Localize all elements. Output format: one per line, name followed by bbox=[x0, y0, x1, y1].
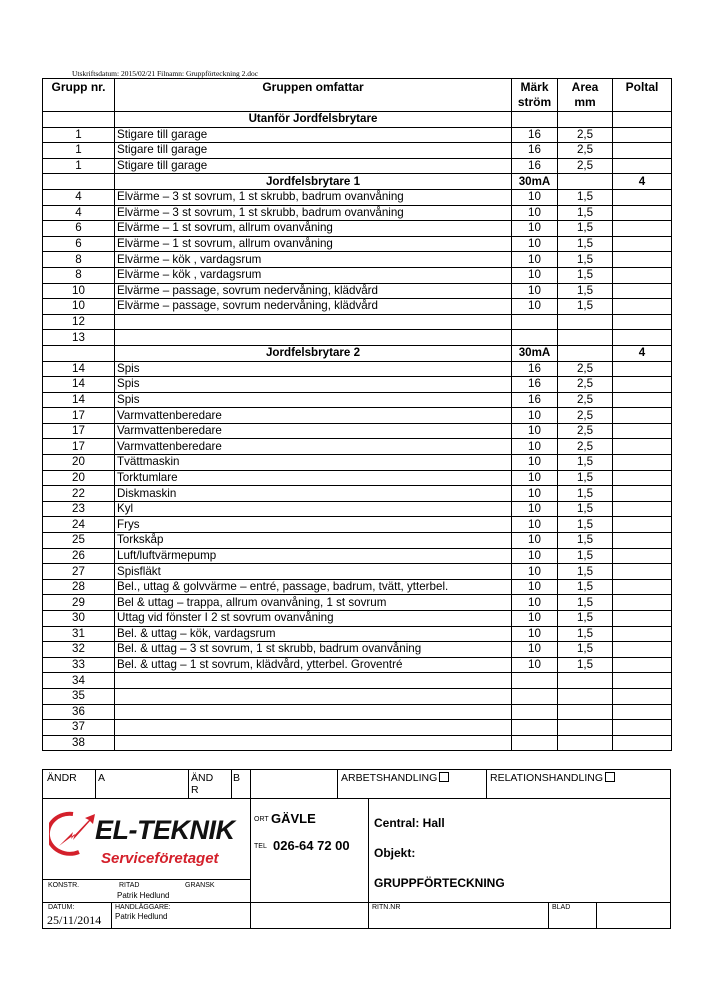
table-row bbox=[43, 283, 672, 299]
group-description: Kyl bbox=[115, 501, 512, 517]
datum-value: 25/11/2014 bbox=[47, 913, 102, 927]
central-label: Central: Hall bbox=[374, 816, 445, 830]
group-area bbox=[558, 688, 613, 704]
group-area: 1,5 bbox=[558, 252, 613, 268]
group-nr: 6 bbox=[43, 221, 115, 237]
group-description: Uttag vid fönster I 2 st sovrum ovanvåning bbox=[115, 611, 512, 627]
group-mark: 10 bbox=[512, 657, 558, 673]
group-area: 1,5 bbox=[558, 611, 613, 627]
group-nr: 6 bbox=[43, 236, 115, 252]
group-poltal bbox=[613, 579, 672, 595]
group-description: Stigare till garage bbox=[115, 158, 512, 174]
section-row bbox=[43, 174, 672, 190]
group-mark: 16 bbox=[512, 158, 558, 174]
header-area: Area mm bbox=[558, 79, 613, 112]
document-title: GRUPPFÖRTECKNING bbox=[374, 876, 505, 890]
section-poltal bbox=[613, 112, 672, 128]
group-area bbox=[558, 314, 613, 330]
group-nr: 36 bbox=[43, 704, 115, 720]
section-mark: 30mA bbox=[512, 174, 558, 190]
table-row bbox=[43, 470, 672, 486]
group-mark: 10 bbox=[512, 236, 558, 252]
group-poltal bbox=[613, 189, 672, 205]
group-poltal bbox=[613, 158, 672, 174]
group-mark: 10 bbox=[512, 221, 558, 237]
group-description bbox=[115, 673, 512, 689]
group-poltal bbox=[613, 657, 672, 673]
table-row bbox=[43, 626, 672, 642]
ort-label: ORT bbox=[254, 816, 269, 823]
group-poltal bbox=[613, 236, 672, 252]
group-description: Elvärme – passage, sovrum nedervåning, klädvård bbox=[115, 283, 512, 299]
group-description: Elvärme – 1 st sovrum, allrum ovanvåning bbox=[115, 236, 512, 252]
section-mark bbox=[512, 112, 558, 128]
andr-value-2: B bbox=[233, 772, 241, 784]
group-area: 1,5 bbox=[558, 299, 613, 315]
table-row bbox=[43, 423, 672, 439]
table-row bbox=[43, 533, 672, 549]
group-mark: 10 bbox=[512, 533, 558, 549]
group-mark: 10 bbox=[512, 299, 558, 315]
group-mark bbox=[512, 735, 558, 751]
group-nr: 14 bbox=[43, 377, 115, 393]
group-nr: 1 bbox=[43, 127, 115, 143]
group-description: Bel. & uttag – 1 st sovrum, klädvård, ytterbel. Groventré bbox=[115, 657, 512, 673]
group-mark: 16 bbox=[512, 127, 558, 143]
group-poltal bbox=[613, 548, 672, 564]
group-area: 1,5 bbox=[558, 533, 613, 549]
group-nr: 26 bbox=[43, 548, 115, 564]
table-row bbox=[43, 548, 672, 564]
title-block bbox=[42, 769, 671, 929]
group-description: Stigare till garage bbox=[115, 127, 512, 143]
ort-value: GÄVLE bbox=[271, 811, 316, 826]
handlaggare-label: HANDLÄGGARE: bbox=[115, 904, 171, 911]
table-row bbox=[43, 392, 672, 408]
group-description: Torkskåp bbox=[115, 533, 512, 549]
logo-main-text: EL-TEKNIK bbox=[95, 815, 235, 845]
group-description: Elvärme – 3 st sovrum, 1 st skrubb, badrum ovanvåning bbox=[115, 189, 512, 205]
group-description: Spis bbox=[115, 361, 512, 377]
table-row bbox=[43, 361, 672, 377]
section-area-cell bbox=[558, 112, 613, 128]
group-nr: 33 bbox=[43, 657, 115, 673]
table-row bbox=[43, 143, 672, 159]
group-nr: 17 bbox=[43, 439, 115, 455]
group-description: Elvärme – passage, sovrum nedervåning, klädvård bbox=[115, 299, 512, 315]
group-poltal bbox=[613, 688, 672, 704]
group-nr: 28 bbox=[43, 579, 115, 595]
blad-label: BLAD bbox=[552, 904, 571, 911]
arbetshandling-option[interactable] bbox=[341, 772, 449, 784]
section-label: Jordfelsbrytare 1 bbox=[115, 174, 512, 190]
group-mark: 10 bbox=[512, 626, 558, 642]
group-poltal bbox=[613, 470, 672, 486]
group-description: Elvärme – 3 st sovrum, 1 st skrubb, badrum ovanvåning bbox=[115, 205, 512, 221]
group-poltal bbox=[613, 439, 672, 455]
header-omfattar: Gruppen omfattar bbox=[115, 79, 512, 112]
group-area: 1,5 bbox=[558, 189, 613, 205]
group-poltal bbox=[613, 735, 672, 751]
group-poltal bbox=[613, 127, 672, 143]
group-poltal bbox=[613, 252, 672, 268]
header-grupp: Grupp nr. bbox=[43, 79, 115, 112]
group-nr: 14 bbox=[43, 392, 115, 408]
group-nr: 27 bbox=[43, 564, 115, 580]
group-mark: 10 bbox=[512, 595, 558, 611]
table-row bbox=[43, 611, 672, 627]
group-description: Luft/luftvärmepump bbox=[115, 548, 512, 564]
group-mark: 10 bbox=[512, 501, 558, 517]
section-mark: 30mA bbox=[512, 345, 558, 361]
group-area bbox=[558, 704, 613, 720]
table-row bbox=[43, 720, 672, 736]
group-poltal bbox=[613, 611, 672, 627]
andr-label-1: ÄNDR bbox=[47, 772, 77, 784]
group-mark: 10 bbox=[512, 564, 558, 580]
group-description: Varmvattenberedare bbox=[115, 408, 512, 424]
section-row bbox=[43, 345, 672, 361]
ritad-label: RITAD bbox=[119, 882, 140, 889]
section-nr-cell bbox=[43, 174, 115, 190]
group-area: 1,5 bbox=[558, 595, 613, 611]
group-mark: 16 bbox=[512, 377, 558, 393]
arbetshandling-label: ARBETSHANDLING bbox=[341, 772, 438, 784]
group-mark: 10 bbox=[512, 517, 558, 533]
group-mark: 10 bbox=[512, 642, 558, 658]
group-poltal bbox=[613, 330, 672, 346]
table-row bbox=[43, 688, 672, 704]
group-description: Stigare till garage bbox=[115, 143, 512, 159]
section-row bbox=[43, 112, 672, 128]
table-row bbox=[43, 704, 672, 720]
group-mark: 10 bbox=[512, 189, 558, 205]
group-description: Elvärme – kök , vardagsrum bbox=[115, 252, 512, 268]
group-nr: 30 bbox=[43, 611, 115, 627]
group-description bbox=[115, 704, 512, 720]
group-mark: 10 bbox=[512, 408, 558, 424]
group-description: Varmvattenberedare bbox=[115, 423, 512, 439]
table-row bbox=[43, 642, 672, 658]
group-poltal bbox=[613, 626, 672, 642]
group-poltal bbox=[613, 361, 672, 377]
group-area: 2,5 bbox=[558, 377, 613, 393]
handlaggare-value: Patrik Hedlund bbox=[115, 912, 168, 921]
group-poltal bbox=[613, 408, 672, 424]
table-header-row bbox=[43, 79, 672, 112]
group-nr: 38 bbox=[43, 735, 115, 751]
group-area: 1,5 bbox=[558, 579, 613, 595]
group-description: Spis bbox=[115, 377, 512, 393]
group-poltal bbox=[613, 455, 672, 471]
tel-label: TEL bbox=[254, 843, 267, 850]
group-mark: 10 bbox=[512, 439, 558, 455]
group-nr: 32 bbox=[43, 642, 115, 658]
andr-label-2: ÄND R bbox=[191, 772, 214, 796]
konstr-label: KONSTR. bbox=[48, 882, 80, 889]
table-row bbox=[43, 657, 672, 673]
group-poltal bbox=[613, 423, 672, 439]
section-area-cell bbox=[558, 174, 613, 190]
group-mark: 16 bbox=[512, 143, 558, 159]
table-row bbox=[43, 408, 672, 424]
header-poltal: Poltal bbox=[613, 79, 672, 112]
group-mark: 10 bbox=[512, 205, 558, 221]
table-row bbox=[43, 221, 672, 237]
table-row bbox=[43, 299, 672, 315]
group-mark: 10 bbox=[512, 611, 558, 627]
group-description bbox=[115, 688, 512, 704]
group-poltal bbox=[613, 486, 672, 502]
group-mark: 10 bbox=[512, 283, 558, 299]
table-row bbox=[43, 377, 672, 393]
table-row bbox=[43, 439, 672, 455]
group-description bbox=[115, 720, 512, 736]
group-description: Elvärme – 1 st sovrum, allrum ovanvåning bbox=[115, 221, 512, 237]
table-row bbox=[43, 455, 672, 471]
group-mark bbox=[512, 330, 558, 346]
group-poltal bbox=[613, 283, 672, 299]
group-nr: 1 bbox=[43, 143, 115, 159]
group-poltal bbox=[613, 720, 672, 736]
table-row bbox=[43, 486, 672, 502]
group-poltal bbox=[613, 564, 672, 580]
group-area: 1,5 bbox=[558, 626, 613, 642]
group-description: Spis bbox=[115, 392, 512, 408]
group-description bbox=[115, 314, 512, 330]
group-nr: 1 bbox=[43, 158, 115, 174]
datum-label: DATUM: bbox=[48, 904, 75, 911]
section-label: Jordfelsbrytare 2 bbox=[115, 345, 512, 361]
group-area: 1,5 bbox=[558, 267, 613, 283]
objekt-label: Objekt: bbox=[374, 846, 416, 860]
relationshandling-label: RELATIONSHANDLING bbox=[490, 772, 603, 784]
group-poltal bbox=[613, 377, 672, 393]
group-mark: 16 bbox=[512, 361, 558, 377]
table-row bbox=[43, 189, 672, 205]
table-row bbox=[43, 205, 672, 221]
ritad-name: Patrik Hedlund bbox=[117, 891, 170, 900]
section-poltal: 4 bbox=[613, 345, 672, 361]
table-row bbox=[43, 252, 672, 268]
table-row bbox=[43, 735, 672, 751]
group-mark: 10 bbox=[512, 252, 558, 268]
arbetshandling-checkbox[interactable] bbox=[439, 772, 449, 782]
group-description: Varmvattenberedare bbox=[115, 439, 512, 455]
table-row bbox=[43, 267, 672, 283]
group-area: 1,5 bbox=[558, 657, 613, 673]
group-area: 1,5 bbox=[558, 236, 613, 252]
group-area bbox=[558, 720, 613, 736]
group-mark: 10 bbox=[512, 267, 558, 283]
group-nr: 24 bbox=[43, 517, 115, 533]
group-area: 1,5 bbox=[558, 455, 613, 471]
group-description bbox=[115, 735, 512, 751]
group-area: 2,5 bbox=[558, 158, 613, 174]
group-poltal bbox=[613, 221, 672, 237]
section-nr-cell bbox=[43, 112, 115, 128]
group-area: 2,5 bbox=[558, 143, 613, 159]
section-label: Utanför Jordfelsbrytare bbox=[115, 112, 512, 128]
group-mark bbox=[512, 673, 558, 689]
group-description: Frys bbox=[115, 517, 512, 533]
table-row bbox=[43, 517, 672, 533]
table-row bbox=[43, 330, 672, 346]
table-row bbox=[43, 595, 672, 611]
group-poltal bbox=[613, 704, 672, 720]
group-nr: 20 bbox=[43, 470, 115, 486]
group-mark bbox=[512, 314, 558, 330]
group-area: 2,5 bbox=[558, 408, 613, 424]
table-row bbox=[43, 236, 672, 252]
group-description: Spisfläkt bbox=[115, 564, 512, 580]
group-area: 2,5 bbox=[558, 127, 613, 143]
group-nr: 10 bbox=[43, 283, 115, 299]
group-nr: 4 bbox=[43, 205, 115, 221]
group-area: 1,5 bbox=[558, 564, 613, 580]
group-poltal bbox=[613, 517, 672, 533]
group-description: Diskmaskin bbox=[115, 486, 512, 502]
group-nr: 4 bbox=[43, 189, 115, 205]
group-nr: 14 bbox=[43, 361, 115, 377]
logo-sub-text: Serviceföretaget bbox=[101, 850, 219, 867]
group-nr: 20 bbox=[43, 455, 115, 471]
group-poltal bbox=[613, 314, 672, 330]
andr-value-1: A bbox=[98, 772, 106, 784]
group-area: 1,5 bbox=[558, 283, 613, 299]
table-row bbox=[43, 501, 672, 517]
group-area: 1,5 bbox=[558, 470, 613, 486]
group-nr: 17 bbox=[43, 408, 115, 424]
group-mark: 10 bbox=[512, 423, 558, 439]
tel-value: 026-64 72 00 bbox=[273, 838, 350, 853]
group-poltal bbox=[613, 673, 672, 689]
group-mark: 10 bbox=[512, 455, 558, 471]
group-mark bbox=[512, 704, 558, 720]
group-nr: 35 bbox=[43, 688, 115, 704]
group-mark bbox=[512, 720, 558, 736]
group-nr: 22 bbox=[43, 486, 115, 502]
group-area bbox=[558, 673, 613, 689]
table-row bbox=[43, 564, 672, 580]
group-poltal bbox=[613, 299, 672, 315]
group-description: Bel & uttag – trappa, allrum ovanvåning, 1 st sovrum bbox=[115, 595, 512, 611]
group-nr: 25 bbox=[43, 533, 115, 549]
relationshandling-checkbox[interactable] bbox=[605, 772, 615, 782]
group-area: 1,5 bbox=[558, 205, 613, 221]
group-poltal bbox=[613, 267, 672, 283]
table-row bbox=[43, 314, 672, 330]
group-area: 1,5 bbox=[558, 642, 613, 658]
group-poltal bbox=[613, 595, 672, 611]
gransk-label: GRANSK bbox=[185, 882, 215, 889]
print-info: Utskriftsdatum: 2015/02/21 Filnamn: Gruppförteckning 2.doc bbox=[72, 69, 259, 78]
section-nr-cell bbox=[43, 345, 115, 361]
group-nr: 13 bbox=[43, 330, 115, 346]
group-description: Bel. & uttag – kök, vardagsrum bbox=[115, 626, 512, 642]
group-area: 1,5 bbox=[558, 501, 613, 517]
group-nr: 37 bbox=[43, 720, 115, 736]
group-mark: 16 bbox=[512, 392, 558, 408]
group-nr: 34 bbox=[43, 673, 115, 689]
group-poltal bbox=[613, 392, 672, 408]
group-mark: 10 bbox=[512, 486, 558, 502]
group-nr: 31 bbox=[43, 626, 115, 642]
section-poltal: 4 bbox=[613, 174, 672, 190]
table-row bbox=[43, 579, 672, 595]
section-area-cell bbox=[558, 345, 613, 361]
group-mark bbox=[512, 688, 558, 704]
group-nr: 10 bbox=[43, 299, 115, 315]
group-area: 1,5 bbox=[558, 548, 613, 564]
group-description: Torktumlare bbox=[115, 470, 512, 486]
group-description: Bel. & uttag – 3 st sovrum, 1 st skrubb, badrum ovanvåning bbox=[115, 642, 512, 658]
group-area: 2,5 bbox=[558, 439, 613, 455]
table-row bbox=[43, 158, 672, 174]
group-poltal bbox=[613, 533, 672, 549]
group-nr: 8 bbox=[43, 252, 115, 268]
group-area: 1,5 bbox=[558, 517, 613, 533]
group-poltal bbox=[613, 143, 672, 159]
group-nr: 8 bbox=[43, 267, 115, 283]
group-table bbox=[42, 78, 672, 751]
group-description: Bel., uttag & golvvärme – entré, passage, badrum, tvätt, ytterbel. bbox=[115, 579, 512, 595]
group-poltal bbox=[613, 205, 672, 221]
group-area: 2,5 bbox=[558, 423, 613, 439]
group-description: Tvättmaskin bbox=[115, 455, 512, 471]
group-nr: 12 bbox=[43, 314, 115, 330]
group-description bbox=[115, 330, 512, 346]
group-mark: 10 bbox=[512, 470, 558, 486]
table-row bbox=[43, 673, 672, 689]
group-mark: 10 bbox=[512, 548, 558, 564]
group-nr: 23 bbox=[43, 501, 115, 517]
table-row bbox=[43, 127, 672, 143]
ritnr-label: RITN.NR bbox=[372, 904, 401, 911]
header-mark: Märk ström bbox=[512, 79, 558, 112]
group-description: Elvärme – kök , vardagsrum bbox=[115, 267, 512, 283]
group-poltal bbox=[613, 501, 672, 517]
group-area: 1,5 bbox=[558, 486, 613, 502]
relationshandling-option[interactable] bbox=[490, 772, 615, 784]
group-area bbox=[558, 330, 613, 346]
group-poltal bbox=[613, 642, 672, 658]
group-nr: 29 bbox=[43, 595, 115, 611]
group-area: 2,5 bbox=[558, 361, 613, 377]
group-mark: 10 bbox=[512, 579, 558, 595]
group-area bbox=[558, 735, 613, 751]
group-area: 1,5 bbox=[558, 221, 613, 237]
group-nr: 17 bbox=[43, 423, 115, 439]
group-area: 2,5 bbox=[558, 392, 613, 408]
